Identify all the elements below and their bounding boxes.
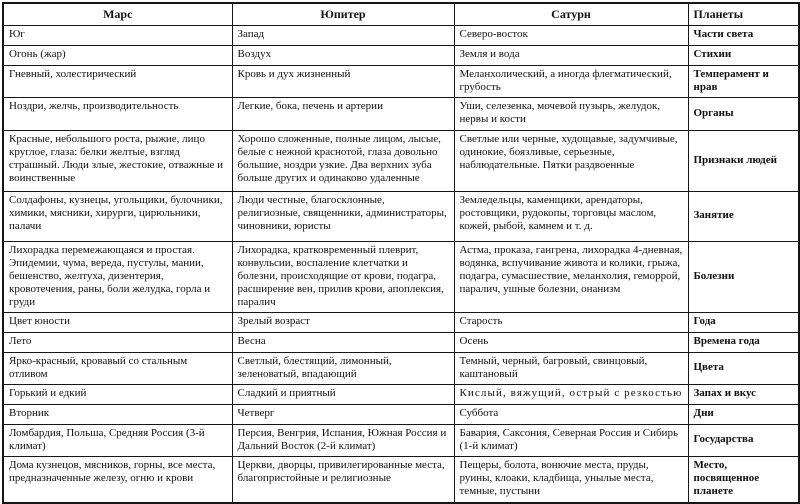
table-row bbox=[3, 332, 799, 352]
mars-cell: Лихорадка перемежающаяся и простая. Эпидемии, чума, вереда, пустулы, мании, бешенство, желтуха, дизентерия, кровотечения, раны, боли желудка, горла и груди bbox=[3, 241, 232, 312]
mars-cell: Огонь (жар) bbox=[3, 45, 232, 65]
mars-cell: Вторник bbox=[3, 404, 232, 424]
table-row bbox=[3, 65, 799, 97]
mars-cell: Ноздри, желчь, производительность bbox=[3, 97, 232, 130]
category-cell: Года bbox=[688, 312, 799, 332]
saturn-cell: Северо-восток bbox=[454, 25, 688, 45]
jupiter-cell: Персия, Венгрия, Испания, Южная Россия и Дальний Восток (2-й климат) bbox=[232, 424, 454, 456]
saturn-cell: Осень bbox=[454, 332, 688, 352]
jupiter-cell: Лихорадка, кратковременный плеврит, конвульсии, воспаление клетчатки и болезни, происходящие от крови, подагра, расширение вен, прилив крови, апоплексия, паралич bbox=[232, 241, 454, 312]
saturn-cell: Пещеры, болота, вонючие места, пруды, руины, клоаки, кладбища, унылые места, темные, пустыни bbox=[454, 456, 688, 503]
jupiter-cell: Воздух bbox=[232, 45, 454, 65]
saturn-cell: Суббота bbox=[454, 404, 688, 424]
saturn-cell: Бавария, Саксония, Северная Россия и Сибирь (1-й климат) bbox=[454, 424, 688, 456]
jupiter-cell: Хорошо сложенные, полные лицом, лысые, белые с нежной краснотой, глаза довольно большие, ноздри узкие. Два верхних зуба больше других и одинаково удаленные bbox=[232, 130, 454, 191]
saturn-cell: Земля и вода bbox=[454, 45, 688, 65]
table-row bbox=[3, 352, 799, 384]
saturn-cell: Старость bbox=[454, 312, 688, 332]
mars-cell: Красные, небольшого роста, рыжие, лицо круглое, глаза: белки желтые, взгляд страшный. Люди злые, жестокие, отважные и воинственные bbox=[3, 130, 232, 191]
category-cell: Стихии bbox=[688, 45, 799, 65]
saturn-cell: Кислый, вяжущий, острый с резкостью bbox=[454, 384, 688, 404]
saturn-cell: Астма, проказа, гангрена, лихорадка 4-дневная, водянка, вспучивание живота и колики, грыжа, подагра, сумасшествие, меланхолия, геморрой, паралич, ушные болезни, онанизм bbox=[454, 241, 688, 312]
category-cell: Занятие bbox=[688, 191, 799, 241]
mars-cell: Ломбардия, Польша, Средняя Россия (3-й климат) bbox=[3, 424, 232, 456]
table-row bbox=[3, 191, 799, 241]
jupiter-cell: Весна bbox=[232, 332, 454, 352]
mars-cell: Гневный, холестирический bbox=[3, 65, 232, 97]
mars-cell: Дома кузнецов, мясников, горны, все места, предназначенные железу, огню и крови bbox=[3, 456, 232, 503]
column-header-jupiter: Юпитер bbox=[232, 3, 454, 25]
mars-cell: Солдафоны, кузнецы, угольщики, булочники, химики, мясники, хирурги, цирюльники, палачи bbox=[3, 191, 232, 241]
category-cell: Запах и вкус bbox=[688, 384, 799, 404]
category-cell: Государства bbox=[688, 424, 799, 456]
jupiter-cell: Кровь и дух жизненный bbox=[232, 65, 454, 97]
jupiter-cell: Четверг bbox=[232, 404, 454, 424]
column-header-saturn: Сатурн bbox=[454, 3, 688, 25]
jupiter-cell: Зрелый возраст bbox=[232, 312, 454, 332]
jupiter-cell: Люди честные, благосклонные, религиозные, священники, администраторы, чиновники, юристы bbox=[232, 191, 454, 241]
table-row bbox=[3, 312, 799, 332]
table-row bbox=[3, 404, 799, 424]
category-cell: Признаки людей bbox=[688, 130, 799, 191]
header-row bbox=[3, 3, 799, 25]
mars-cell: Горький и едкий bbox=[3, 384, 232, 404]
mars-cell: Ярко-красный, кровавый со стальным отливом bbox=[3, 352, 232, 384]
saturn-cell: Уши, селезенка, мочевой пузырь, желудок, нервы и кости bbox=[454, 97, 688, 130]
mars-cell: Цвет юности bbox=[3, 312, 232, 332]
table-row bbox=[3, 97, 799, 130]
saturn-cell: Светлые или черные, худощавые, задумчивые, одинокие, боязливые, серьезные, наблюдательные. Пятки раздвоенные bbox=[454, 130, 688, 191]
jupiter-cell: Светлый, блестящий, лимонный, зеленоватый, впадающий bbox=[232, 352, 454, 384]
category-cell: Органы bbox=[688, 97, 799, 130]
table-row bbox=[3, 45, 799, 65]
jupiter-cell: Запад bbox=[232, 25, 454, 45]
category-cell: Времена года bbox=[688, 332, 799, 352]
table-row bbox=[3, 241, 799, 312]
mars-cell: Юг bbox=[3, 25, 232, 45]
category-cell: Дни bbox=[688, 404, 799, 424]
mars-cell: Лето bbox=[3, 332, 232, 352]
column-header-planets: Планеты bbox=[688, 3, 799, 25]
table-row bbox=[3, 456, 799, 503]
table-row bbox=[3, 424, 799, 456]
jupiter-cell: Легкие, бока, печень и артерии bbox=[232, 97, 454, 130]
category-cell: Цвета bbox=[688, 352, 799, 384]
table-row bbox=[3, 25, 799, 45]
category-cell: Темперамент и нрав bbox=[688, 65, 799, 97]
table-row bbox=[3, 384, 799, 404]
column-header-mars: Марс bbox=[3, 3, 232, 25]
jupiter-cell: Сладкий и приятный bbox=[232, 384, 454, 404]
saturn-cell: Темный, черный, багровый, свинцовый, каштановый bbox=[454, 352, 688, 384]
table-row bbox=[3, 130, 799, 191]
saturn-cell: Меланхолический, а иногда флегматический, грубость bbox=[454, 65, 688, 97]
planets-correspondence-table bbox=[2, 2, 800, 504]
category-cell: Части света bbox=[688, 25, 799, 45]
saturn-cell: Земледельцы, каменщики, арендаторы, ростовщики, рудокопы, торговцы маслом, кожей, рыбой, камнем и т. д. bbox=[454, 191, 688, 241]
jupiter-cell: Церкви, дворцы, привилегированные места, благопристойные и религиозные bbox=[232, 456, 454, 503]
category-cell: Место, посвященное планете bbox=[688, 456, 799, 503]
category-cell: Болезни bbox=[688, 241, 799, 312]
